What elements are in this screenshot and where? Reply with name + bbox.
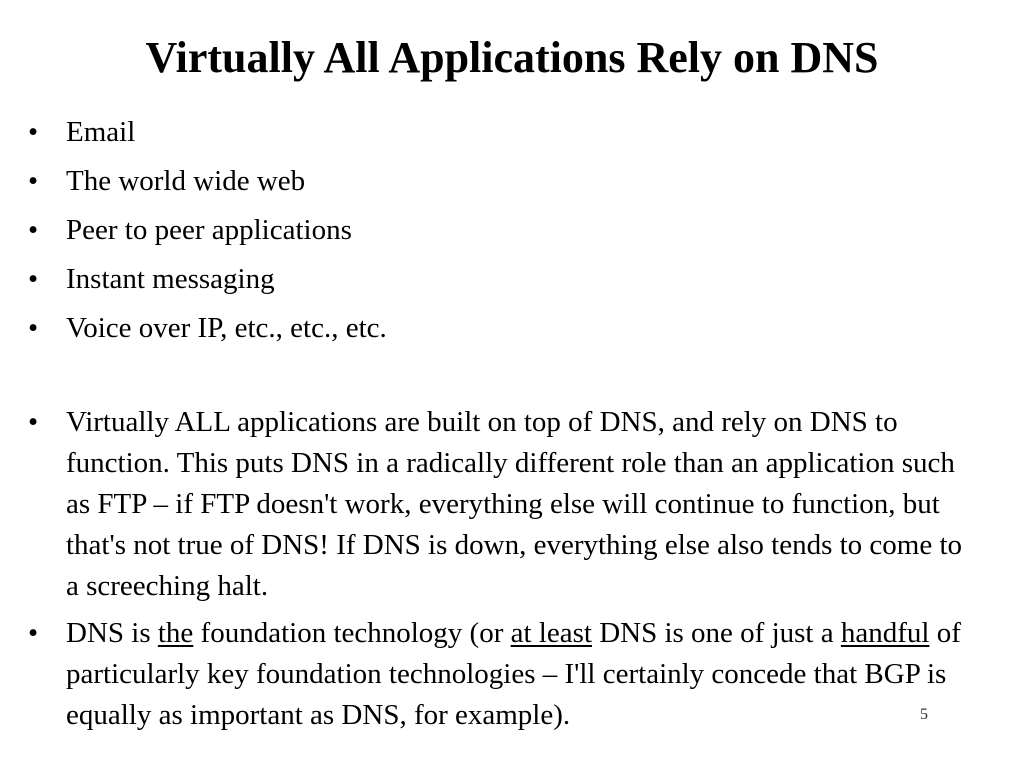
bullet-text: Email [66, 116, 136, 148]
bullet-text: Voice over IP, etc., etc., etc. [66, 312, 387, 344]
text-run: foundation technology (or [193, 617, 511, 649]
text-run: of particularly key foundation technologies – I'll certainly concede that BGP is equally as important as DNS, for example). [66, 617, 961, 731]
text-run: DNS is one of just a [591, 617, 841, 649]
bullet-icon: • [28, 165, 39, 197]
underlined-handful: handful [840, 617, 930, 649]
underlined-at-least: at least [510, 617, 592, 649]
bullet-item-voip [28, 304, 978, 353]
bullet-text: Virtually ALL applications are built on top of DNS, and rely on DNS to function. This puts DNS in a radically different role than an application such as FTP – if FTP doesn't work, everything else will continue to function, but that's not true of DNS! If DNS is down, everything else also tends to come to a screeching halt. [66, 406, 963, 602]
text-run: DNS is [66, 617, 158, 649]
bullet-icon: • [28, 214, 39, 246]
bullet-icon: • [28, 116, 39, 148]
bullet-item-im [28, 255, 978, 304]
bullet-list [28, 108, 978, 736]
bullet-item-p2p [28, 206, 978, 255]
bullet-text [66, 617, 961, 731]
bullet-icon: • [28, 617, 39, 649]
bullet-icon: • [28, 406, 39, 438]
bullet-text: The world wide web [66, 165, 306, 197]
bullet-item-all-apps [28, 402, 978, 607]
bullet-spacer [28, 353, 978, 402]
bullet-text: Peer to peer applications [66, 214, 352, 246]
bullet-item-foundation [28, 613, 978, 736]
bullet-text: Instant messaging [66, 263, 275, 295]
underlined-the: the [157, 617, 194, 649]
bullet-item-email [28, 108, 978, 157]
page-number: 5 [920, 706, 928, 723]
bullet-icon: • [28, 312, 39, 344]
bullet-icon: • [28, 263, 39, 295]
slide-title: Virtually All Applications Rely on DNS [145, 33, 879, 82]
bullet-item-web [28, 157, 978, 206]
